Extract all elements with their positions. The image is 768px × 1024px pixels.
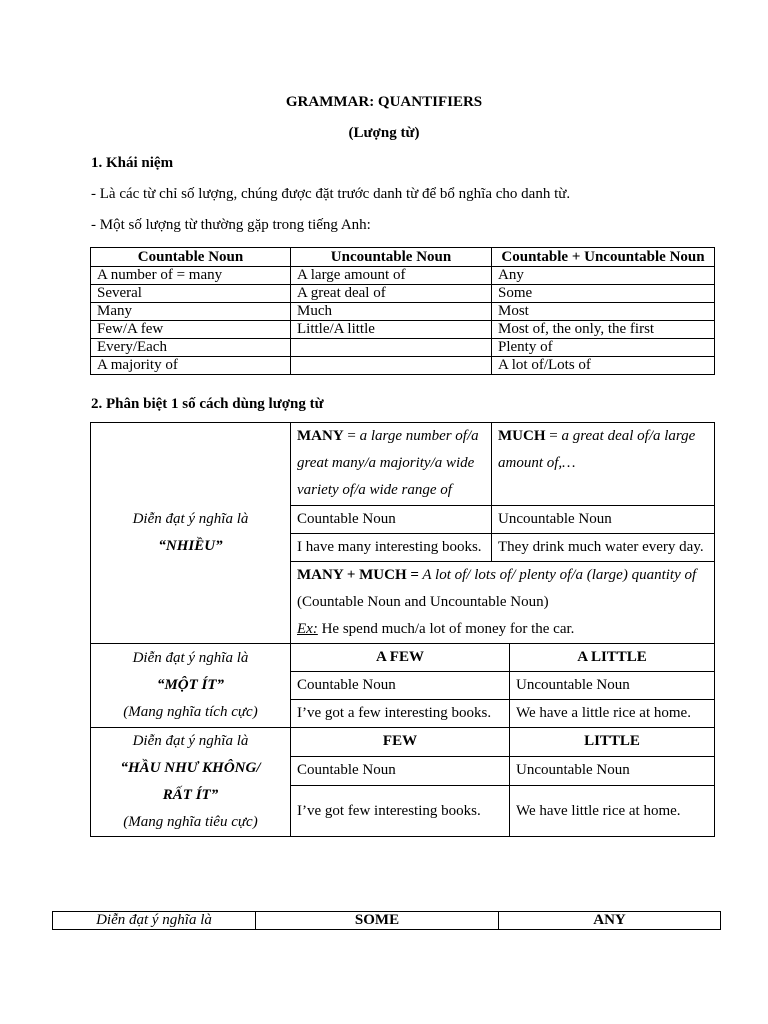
table-row	[91, 267, 715, 285]
table-cell: Most of, the only, the first	[492, 321, 715, 339]
table-header-row	[91, 248, 715, 267]
equals-sign: =	[545, 428, 562, 444]
usage-table	[90, 422, 715, 837]
table-cell: ANY	[499, 912, 721, 930]
hauit-label-cell	[91, 728, 291, 837]
motit-label-line: Diễn đạt ý nghĩa là	[132, 650, 249, 666]
table-cell: Several	[91, 285, 291, 303]
table-cell: Uncountable Noun	[510, 672, 715, 700]
page-title: GRAMMAR: QUANTIFIERS	[285, 94, 483, 110]
table-cell: Few/A few	[91, 321, 291, 339]
table-cell: I’ve got a few interesting books.	[291, 700, 510, 728]
table-cell: A majority of	[91, 357, 291, 375]
table-row	[91, 285, 715, 303]
many-definition-cell	[291, 423, 492, 506]
section1-heading: 1. Khái niệm	[91, 155, 174, 171]
many-definition: a large number of/a great many/a majority/a wide variety of/a wide range of	[297, 428, 479, 498]
table-cell: Much	[291, 303, 492, 321]
table-cell: FEW	[291, 728, 510, 757]
table-cell: A LITTLE	[510, 644, 715, 672]
table-row	[91, 321, 715, 339]
table-row	[91, 339, 715, 357]
table-row	[91, 423, 715, 506]
table-cell: Countable Noun	[291, 757, 510, 786]
many-much-cell	[291, 562, 715, 644]
table-cell: A great deal of	[291, 285, 492, 303]
example-text: He spend much/a lot of money for the car.	[317, 621, 575, 637]
table-cell: Most	[492, 303, 715, 321]
motit-label-word: “MỘT ÍT”	[156, 677, 225, 693]
many-much-note: (Countable Noun and Uncountable Noun)	[297, 594, 549, 610]
table-cell: We have a little rice at home.	[510, 700, 715, 728]
table-cell: Some	[492, 285, 715, 303]
table-cell: A large amount of	[291, 267, 492, 285]
hauit-label-word2: RẤT ÍT”	[162, 787, 219, 803]
section1-line2: - Một số lượng từ thường gặp trong tiếng Anh:	[91, 217, 371, 233]
table-row	[91, 303, 715, 321]
table-cell: A lot of/Lots of	[492, 357, 715, 375]
some-any-table	[52, 911, 721, 930]
much-head: MUCH	[498, 428, 546, 444]
table-row	[91, 728, 715, 757]
table-cell	[291, 339, 492, 357]
table-cell: Any	[492, 267, 715, 285]
example-label: Ex:	[297, 621, 318, 637]
table-cell: LITTLE	[510, 728, 715, 757]
motit-label-note: (Mang nghĩa tích cực)	[123, 704, 258, 720]
table-cell: Many	[91, 303, 291, 321]
table-cell: Uncountable Noun	[492, 506, 715, 534]
many-head: MANY	[297, 428, 344, 444]
hauit-label-word: “HẦU NHƯ KHÔNG/	[120, 760, 261, 776]
table-cell: I’ve got few interesting books.	[291, 786, 510, 837]
section1-line1: - Là các từ chỉ số lượng, chúng được đặt trước danh từ để bổ nghĩa cho danh từ.	[91, 186, 571, 202]
motit-label-cell	[91, 644, 291, 728]
table-cell: They drink much water every day.	[492, 534, 715, 562]
page-subtitle: (Lượng từ)	[348, 125, 420, 141]
nhieu-label-line: Diễn đạt ý nghĩa là	[132, 511, 249, 527]
table-cell: I have many interesting books.	[291, 534, 492, 562]
table-cell: A FEW	[291, 644, 510, 672]
table-header: Uncountable Noun	[291, 248, 492, 267]
table-cell: A number of = many	[91, 267, 291, 285]
table-cell: SOME	[256, 912, 499, 930]
much-definition-cell	[492, 423, 715, 506]
much-definition: a great deal of/a large amount of,…	[498, 428, 696, 471]
table-cell: Plenty of	[492, 339, 715, 357]
table-header: Countable Noun	[91, 248, 291, 267]
table-cell: Diễn đạt ý nghĩa là	[53, 912, 256, 930]
table-cell: Countable Noun	[291, 672, 510, 700]
table-row	[91, 644, 715, 672]
many-much-head: MANY + MUCH =	[297, 567, 419, 583]
table-cell: Uncountable Noun	[510, 757, 715, 786]
quantifier-table	[90, 247, 715, 375]
section2-heading: 2. Phân biệt 1 số cách dùng lượng từ	[91, 396, 324, 412]
hauit-label-line: Diễn đạt ý nghĩa là	[132, 733, 249, 749]
table-header: Countable + Uncountable Noun	[492, 248, 715, 267]
hauit-label-note: (Mang nghĩa tiêu cực)	[123, 814, 258, 830]
table-row	[91, 357, 715, 375]
table-cell: Every/Each	[91, 339, 291, 357]
nhieu-label-word: “NHIỀU”	[158, 538, 223, 554]
table-cell	[291, 357, 492, 375]
table-cell: We have little rice at home.	[510, 786, 715, 837]
equals-sign: =	[343, 428, 360, 444]
many-much-definition: A lot of/ lots of/ plenty of/a (large) quantity of	[418, 567, 697, 583]
table-cell: Countable Noun	[291, 506, 492, 534]
nhieu-label-cell	[91, 423, 291, 644]
table-row	[53, 912, 721, 930]
table-cell: Little/A little	[291, 321, 492, 339]
